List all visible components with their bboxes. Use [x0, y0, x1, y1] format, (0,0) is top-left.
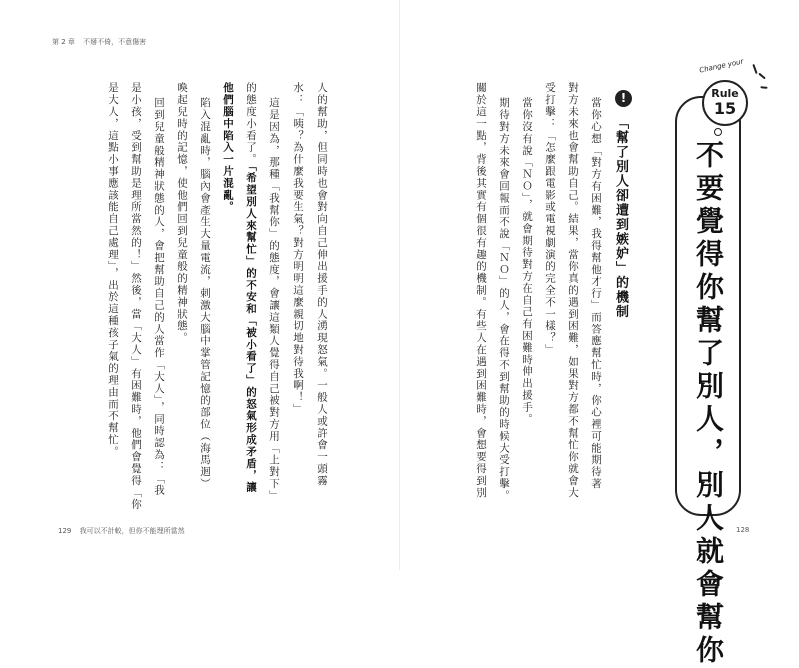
rule-word: Rule [711, 87, 739, 100]
left-col-3-plain: 的態度小看了。 [245, 82, 257, 166]
left-col-1: 水：「咦？為什麼我要生氣？對方明明這麼親切地對待我啊！」 [292, 82, 304, 416]
bubble-dot-icon [714, 128, 722, 136]
rule-badge [702, 80, 748, 126]
subheading: 「幫了別人卻遭到嫉妒」的機制 [613, 116, 628, 319]
left-col-5: 陷入混亂時，腦內會產生大量電流，刺激大腦中掌管記憶的部位（海馬迴） [199, 97, 211, 490]
right-col-1: 對方未來也會幫助自己。結果，當你真的遇到困難，如果對方都不幫忙你就會大 [567, 82, 579, 499]
chapter-number: 第 2 章 [52, 38, 75, 46]
rule-number: 15 [713, 99, 737, 118]
sparkle-line-icon [758, 73, 765, 80]
left-col-8: 是小孩，受到幫助是理所當然的！」然後，當「大人」有困難時，他們會覺得「你 [130, 82, 142, 511]
change-your-label: Change your [698, 57, 745, 75]
page-title: 不要覺得你幫了別人，別人就會幫你 [692, 140, 725, 668]
right-page [400, 0, 799, 668]
left-page [0, 0, 399, 570]
left-col-3 [244, 82, 257, 493]
left-col-4: 他們腦中陷入一片混亂。 [222, 82, 234, 213]
left-col-0: 人的幫助，但同時也會對向自己伸出援手的人湧現怒氣。一般人或許會一頭霧 [316, 82, 328, 487]
right-col-4: 期待對方未來會回報而不說「ＮＯ」的人，會在得不到幫助的時候大受打擊。 [498, 97, 510, 502]
left-col-3-bold: 「希望別人來幫忙」的不安和「被小看了」的怒氣形成矛盾，讓 [245, 165, 257, 494]
left-footer [58, 526, 191, 536]
left-page-number: 129 [58, 527, 72, 535]
left-col-7: 回到兒童般精神狀態的人，會把幫助自己的人當作「大人」，同時認為：「我 [153, 97, 165, 497]
right-col-0: 當你心想「對方有困難，我得幫他才行」而答應幫忙時，你心裡可能期待著 [590, 97, 602, 490]
running-header [52, 37, 152, 47]
right-col-2: 受打擊：「怎麼跟電影或電視劇演的完全不一樣？」 [544, 82, 556, 356]
sparkle-line-icon [760, 86, 767, 89]
left-col-9: 是大人，這點小事應該能自己處理」，出於這種孩子氣的理由而不幫忙。 [107, 82, 119, 458]
right-page-number: 128 [736, 526, 750, 534]
left-col-2: 這是因為，那種「我幫你」的態度，會讓這類人覺得自己被對方用「上對下」 [268, 97, 280, 502]
right-col-3: 當你沒有說「ＮＯ」，就會期待對方在自己有困難時伸出援手。 [521, 97, 533, 425]
book-title: 我可以不計較，但你不能理所當然 [79, 527, 185, 535]
left-col-6: 喚起兒時的記憶，使他們回到兒童般的精神狀態。 [176, 82, 188, 344]
sparkle-line-icon [752, 64, 757, 74]
exclamation-icon: ! [615, 90, 632, 107]
right-col-5: 關於這一點，背後其實有個很有趣的機制。有些人在遇到困難時，會想要得到別 [475, 82, 487, 499]
chapter-title: 不掰不倚，不意傷害 [83, 38, 147, 46]
